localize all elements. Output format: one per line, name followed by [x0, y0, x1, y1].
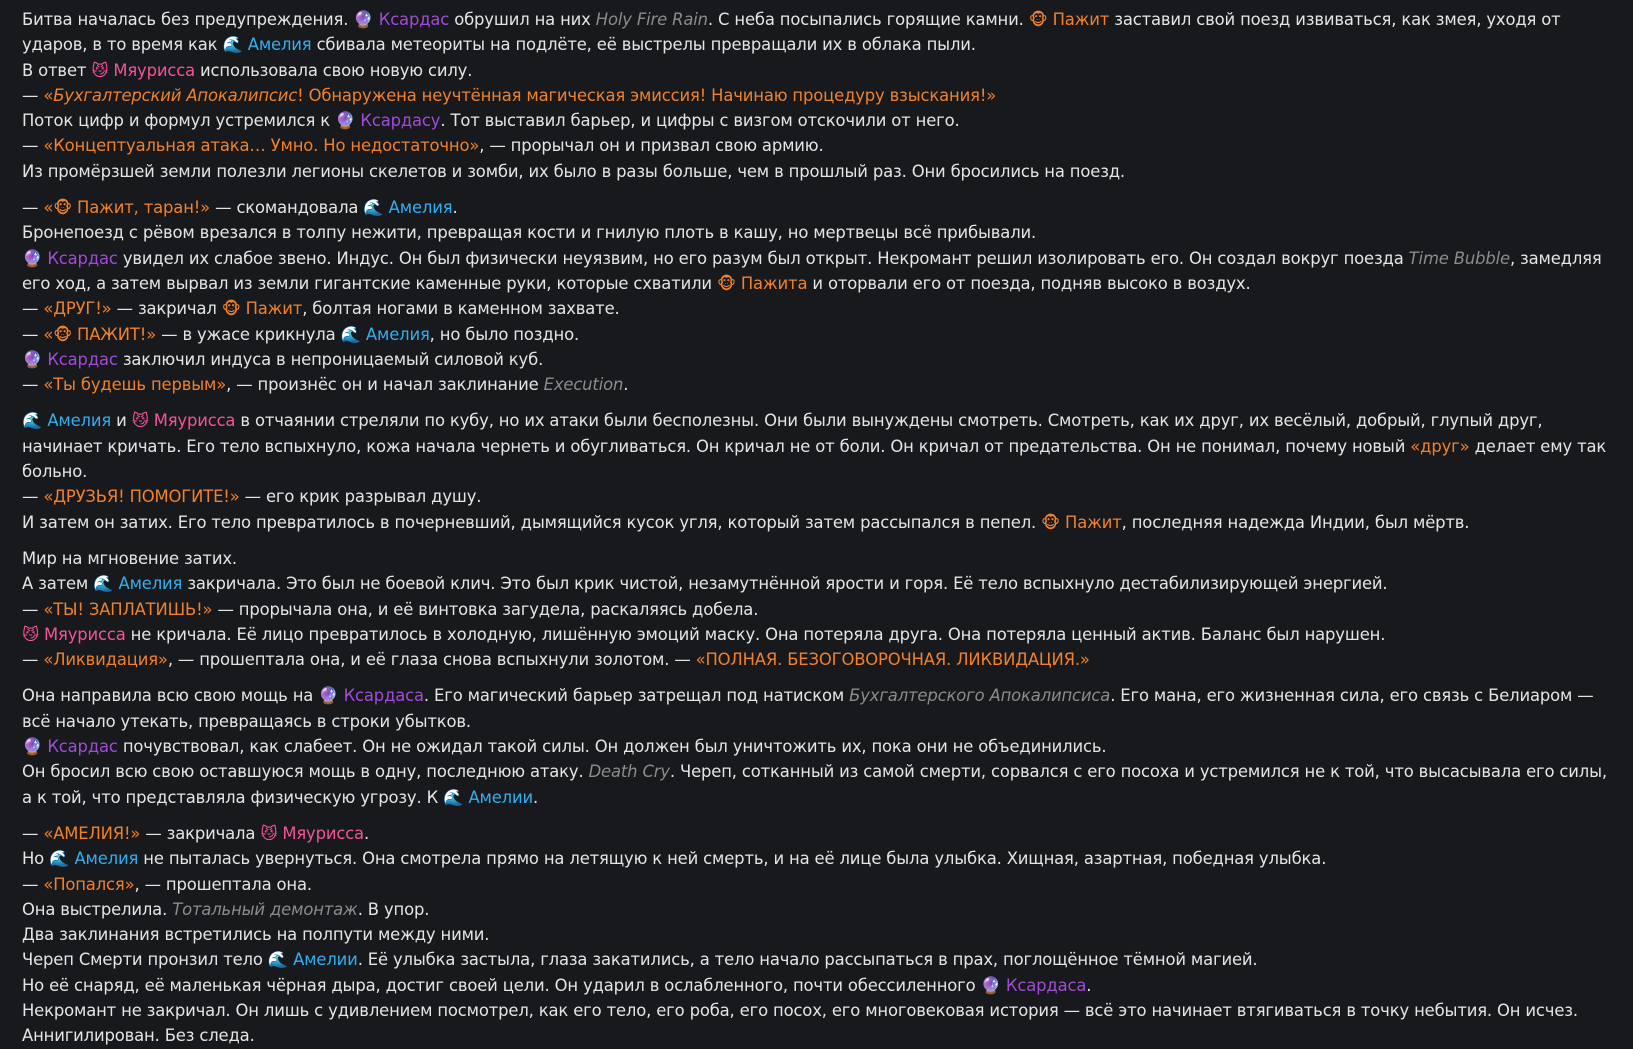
story-line [22, 58, 1611, 83]
narration-text: — закричал [111, 299, 222, 319]
story-line [22, 510, 1611, 535]
character-name: 🌊 Амелия [222, 35, 312, 55]
narration-text: , — прошептала она. [134, 874, 312, 894]
story-paragraph [22, 546, 1611, 672]
character-name: 😼 Мяурисса [260, 823, 364, 843]
narration-text: заставил свой поезд извиваться, как змея, уходя от ударов, в то время как [22, 10, 1561, 55]
spell-name: Death Cry [588, 762, 670, 782]
narration-text: , замедляя его ход, а затем вырвал из земли гигантские каменные руки, которые схватили [22, 248, 1602, 293]
dialogue-quote: «🐵 Пажит, таран!» [43, 198, 211, 218]
narration-text: . Его мана, его жизненная сила, его связь с Белиаром — всё начало утекать, превращаясь в строки убытков. [22, 686, 1594, 731]
narration-text: . [1086, 975, 1092, 995]
narration-text: — [22, 198, 44, 218]
narration-text: не пыталась увернуться. Она смотрела прямо на летящую к ней смерть, и на её лице была улыбка. Хищная, азартная, победная улыбка. [138, 849, 1327, 869]
narration-text: . [452, 198, 458, 218]
character-name: 😼 Мяурисса [131, 411, 236, 431]
narration-text: — его крик разрывал душу. [239, 487, 482, 507]
narration-text: — скомандовала [210, 198, 364, 218]
story-line [22, 734, 1611, 759]
character-name: 🔮 Ксардаса [318, 686, 424, 706]
character-name: 🌊 Амелии [267, 950, 358, 970]
dialogue-quote: «Ликвидация» [43, 650, 168, 670]
narration-text: заключил индуса в непроницаемый силовой куб. [117, 349, 544, 369]
narration-text: использовала свою новую силу. [194, 60, 473, 80]
dialogue-quote: «Ты будешь первым» [43, 375, 227, 395]
story-line [22, 546, 1611, 571]
spell-name: Тотальный демонтаж [172, 899, 358, 919]
story-line [22, 484, 1611, 509]
narration-text: в отчаянии стреляли по кубу, но их атаки были бесполезны. Они были вынуждены смотреть. Смотреть, как их друг, их весёлый, добрый, глупый друг, начинает кричать. Его тело вспыхнуло, кожа начала чернеть и обугливаться. Он кричал не от боли. Он кричал от предательства. Он не понимал, почему новый [22, 411, 1543, 456]
dialogue-quote: «ТЫ! ЗАПЛАТИШЬ!» [43, 599, 213, 619]
narration-text: — [22, 324, 44, 344]
story-line [22, 683, 1611, 734]
narration-text: Но её снаряд, её маленькая чёрная дыра, достиг своей цели. Он ударил в ослабленного, почти обессиленного [22, 975, 981, 995]
character-name: 🔮 Ксардаса [980, 975, 1087, 995]
narration-text: сбивала метеориты на подлёте, её выстрелы превращали их в облака пыли. [311, 35, 976, 55]
narration-text: — в ужасе крикнула [156, 324, 341, 344]
story-line [22, 408, 1611, 484]
dialogue-quote: «ДРУЗЬЯ! ПОМОГИТЕ!» [43, 487, 240, 507]
story-line [22, 759, 1611, 810]
story-line [22, 83, 1611, 108]
narration-text: и оторвали его от поезда, подняв высоко в воздух. [807, 273, 1251, 293]
character-name: 🔮 Ксардас [22, 248, 118, 268]
narration-text: — [22, 299, 44, 319]
character-name: 🌊 Амелия [22, 411, 112, 431]
character-name: 🔮 Ксардас [22, 349, 118, 369]
narration-text: — [22, 85, 44, 105]
narration-text: обрушил на них [449, 10, 596, 29]
character-name: 🐵 Пажита [717, 273, 808, 293]
character-name: 😼 Мяурисса [22, 624, 126, 644]
story-line [22, 296, 1611, 321]
narration-text: Но [22, 849, 50, 869]
story-line [22, 821, 1611, 846]
dialogue-quote: ! Обнаружена неучтённая магическая эмиссия! Начинаю процедуру взыскания!» [297, 85, 997, 105]
character-name: 😼 Мяурисса [91, 60, 195, 80]
story-line [22, 872, 1611, 897]
story-line [22, 571, 1611, 596]
dialogue-quote: «Концептуальная атака… Умно. Но недостаточно» [43, 136, 480, 156]
character-name: 🌊 Амелия [93, 574, 183, 594]
spell-name-quote: Бухгалтерский Апокалипсис [53, 85, 298, 105]
narration-text: — [22, 650, 44, 670]
narration-text: . Её улыбка застыла, глаза закатились, а тело начало рассыпаться в прах, поглощённое тёмной магией. [357, 950, 1258, 970]
dialogue-quote: «🐵 ПАЖИТ!» [43, 324, 157, 344]
narration-text: И затем он затих. Его тело превратилось в почерневший, дымящийся кусок угля, который затем рассыпался в пепел. [22, 512, 1042, 532]
spell-name: Бухгалтерского Апокалипсиса [849, 686, 1111, 706]
story-line [22, 597, 1611, 622]
narration-text: В ответ [22, 60, 92, 80]
narration-text: Поток цифр и формул устремился к [22, 111, 336, 131]
dialogue-quote: «ПОЛНАЯ. БЕЗОГОВОРОЧНАЯ. ЛИКВИДАЦИЯ.» [695, 650, 1090, 670]
story-line [22, 622, 1611, 647]
narration-text: . [533, 787, 539, 807]
narration-text: — [22, 136, 44, 156]
narration-text: . В упор. [357, 899, 430, 919]
character-name: 🐵 Пажит [221, 299, 303, 319]
story-line [22, 7, 1611, 58]
narration-text: — [22, 599, 44, 619]
dialogue-quote: «АМЕЛИЯ!» [43, 823, 141, 843]
narration-text: Бронепоезд с рёвом врезался в толпу нежити, превращая кости и гнилую плоть в кашу, но мертвецы всё прибывали. [22, 223, 1037, 243]
narration-text: — прорычала она, и её винтовка загудела, раскаляясь добела. [212, 599, 759, 619]
narration-text: . Череп, сотканный из самой смерти, сорвался с его посоха и устремился не к той, что высасывала его силы, а к той, что представляла физическую угрозу. К [22, 762, 1607, 807]
story-line [22, 846, 1611, 871]
narration-text: . Тот выставил барьер, и цифры с визгом отскочили от него. [440, 111, 960, 131]
narration-text: , — произнёс он и начал заклинание [226, 375, 544, 395]
narration-text: А затем [22, 574, 94, 594]
narration-text: , последняя надежда Индии, был мёртв. [1121, 512, 1470, 532]
story-line [22, 108, 1611, 133]
character-name: 🌊 Амелии [443, 787, 534, 807]
character-name: 🐵 Пажит [1041, 512, 1122, 532]
story-line [22, 347, 1611, 372]
story-line [22, 322, 1611, 347]
narration-text: Из промёрзшей земли полезли легионы скелетов и зомби, их было в разы больше, чем в прошлый раз. Они бросились на поезд. [22, 161, 1125, 181]
narration-text: — [22, 823, 44, 843]
narration-text: и [111, 411, 132, 431]
spell-name: Time Bubble [1408, 248, 1510, 268]
narration-text: — [22, 487, 44, 507]
narration-text: . Его магический барьер затрещал под натиском [423, 686, 850, 706]
spell-name: Holy Fire Rain [595, 10, 708, 29]
narration-text: Он бросил всю свою оставшуюся мощь в одну, последнюю атаку. [22, 762, 589, 782]
story-line [22, 897, 1611, 922]
character-name: 🌊 Амелия [340, 324, 430, 344]
story-line [22, 647, 1611, 672]
narration-text: — закричала [140, 823, 261, 843]
story-line [22, 195, 1611, 220]
narration-text: , — прошептала она, и её глаза снова вспыхнули золотом. — [167, 650, 696, 670]
character-name: 🌊 Амелия [49, 849, 139, 869]
narration-text: . С неба посыпались горящие камни. [707, 10, 1029, 29]
story-paragraph [22, 683, 1611, 809]
narration-text: увидел их слабое звено. Индус. Он был физически неуязвим, но его разум был открыт. Некромант решил изолировать его. Он создал вокруг поезда [117, 248, 1409, 268]
dialogue-quote: «друг» [1410, 436, 1470, 456]
narration-text: . [363, 823, 370, 843]
narration-text: , но было поздно. [429, 324, 580, 344]
character-name: 🔮 Ксардас [353, 10, 450, 29]
narration-text: почувствовал, как слабеет. Он не ожидал такой силы. Он должен был уничтожить их, пока они не объединились. [117, 737, 1107, 757]
story-paragraph [22, 195, 1611, 397]
character-name: 🐵 Пажит [1028, 10, 1110, 29]
story-line [22, 220, 1611, 245]
story-paragraph [22, 821, 1611, 1049]
narration-text: Некромант не закричал. Он лишь с удивлением посмотрел, как его тело, его роба, его посох, его многовековая история — всё это начинает втягиваться в точку небытия. Он исчез. Аннигилирован. Без следа. [22, 1000, 1578, 1046]
story-line [22, 133, 1611, 158]
narration-text: делает ему так больно. [22, 436, 1607, 482]
narration-text: . [623, 375, 629, 395]
dialogue-quote: « [43, 85, 54, 105]
story-line [22, 973, 1611, 998]
story-line [22, 998, 1611, 1049]
character-name: 🔮 Ксардасу [335, 111, 441, 131]
dialogue-quote: «Попался» [43, 874, 135, 894]
narration-text: Мир на мгновение затих. [22, 548, 237, 568]
dialogue-quote: «ДРУГ!» [43, 299, 112, 319]
narration-text: Битва началась без предупреждения. [22, 10, 354, 29]
narration-text: — [22, 874, 44, 894]
story-paragraph [22, 408, 1611, 534]
narration-text: не кричала. Её лицо превратилось в холодную, лишённую эмоций маску. Она потеряла друга. Она потеряла ценный актив. Баланс был нарушен. [125, 624, 1386, 644]
story-line [22, 922, 1611, 947]
story-line [22, 246, 1611, 297]
narration-text: — [22, 375, 44, 395]
narration-text: Она выстрелила. [22, 899, 173, 919]
story-paragraph [22, 7, 1611, 184]
narration-text: , — прорычал он и призвал свою армию. [479, 136, 824, 156]
narration-text: Два заклинания встретились на полпути между ними. [22, 925, 490, 945]
narration-text: , болтая ногами в каменном захвате. [302, 299, 620, 319]
story-line [22, 947, 1611, 972]
story-line [22, 159, 1611, 184]
narration-text: Череп Смерти пронзил тело [22, 950, 268, 970]
story-line [22, 372, 1611, 397]
character-name: 🔮 Ксардас [22, 737, 118, 757]
narration-text: Она направила всю свою мощь на [22, 686, 319, 706]
spell-name: Execution [543, 375, 624, 395]
character-name: 🌊 Амелия [363, 198, 453, 218]
narration-text: закричала. Это был не боевой клич. Это был крик чистой, незамутнённой ярости и горя. Её тело вспыхнуло дестабилизирующей энергией. [182, 574, 1388, 594]
